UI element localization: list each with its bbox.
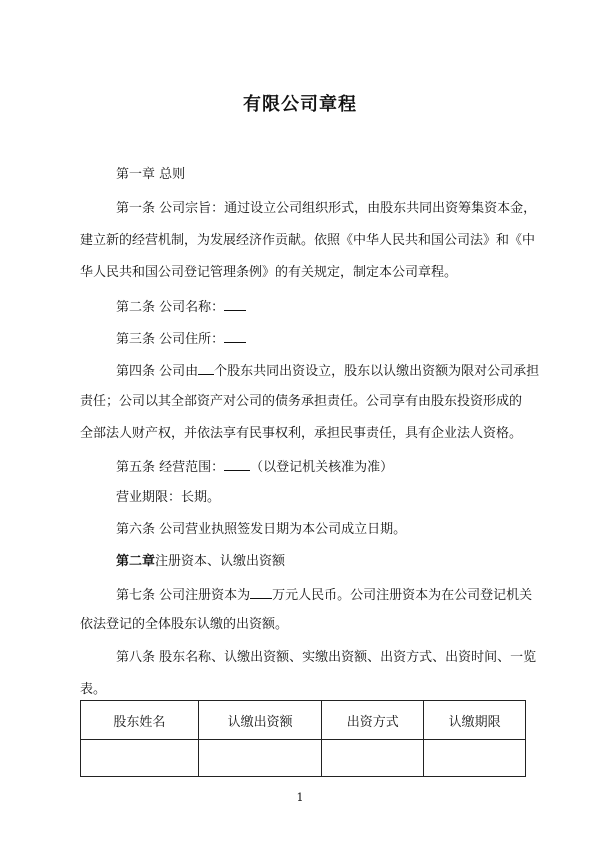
company-name-blank [224,298,246,311]
article-5 [116,458,530,476]
article-3 [116,330,530,348]
article-8-line-1: 第八条 股东名称、认缴出资额、实缴出资额、出资方式、出资时间、一览 [116,650,537,665]
business-term: 营业期限：长期。 [116,490,221,505]
article-2 [116,298,530,316]
article-7-text-post: 万元人民币。公司注册资本为在公司登记机关 [272,588,533,603]
article-3-text: 第三条 公司住所： [116,332,225,347]
chapter-2-heading [116,554,530,570]
header-subscribed-amount: 认缴出资额 [198,701,322,740]
company-address-blank [224,330,246,343]
article-6: 第六条 公司营业执照签发日期为本公司成立日期。 [116,522,407,537]
business-scope-blank [224,458,250,471]
article-7-line-2: 依法登记的全体股东认缴的出资额。 [80,617,289,632]
header-contribution-method: 出资方式 [322,701,424,740]
article-4-text-post: 个股东共同出资设立，股东以认缴出资额为限对公司承担 [214,364,540,379]
article-5-text-post: （以登记机关核准为准） [250,460,394,475]
article-1-line-3: 华人民共和国公司登记管理条例》的有关规定，制定本公司章程。 [80,265,458,280]
table-cell [322,740,424,777]
shareholder-table [80,700,526,777]
article-7-line-1 [116,586,533,604]
article-4-line-1 [116,362,540,380]
article-4-line-3: 全部法人财产权，并依法享有民事权利，承担民事责任，具有企业法人资格。 [80,426,523,441]
table-cell [198,740,322,777]
shareholder-count-blank [198,362,214,375]
chapter-2-title: 注册资本、认缴出资额 [155,554,286,569]
article-4-text-pre: 第四条 公司由 [116,364,199,379]
table-header-row [81,701,526,740]
article-2-text: 第二条 公司名称： [116,300,225,315]
document-title: 有限公司章程 [243,94,357,115]
article-7-text-pre: 第七条 公司注册资本为 [116,588,251,603]
table-cell [81,740,199,777]
article-8-line-2: 表。 [80,682,107,697]
header-subscription-deadline: 认缴期限 [424,701,526,740]
chapter-2-number: 第二章 [116,554,156,569]
page-number: 1 [296,791,304,804]
chapter-1-heading: 第一章 总则 [116,167,186,182]
article-4-line-2: 责任；公司以其全部资产对公司的债务承担责任。公司享有由股东投资形成的 [80,394,523,409]
table-row [81,740,526,777]
article-1-line-2: 建立新的经营机制，为发展经济作贡献。依照《中华人民共和国公司法》和《中 [80,233,536,248]
registered-capital-blank [250,586,272,599]
header-shareholder-name: 股东姓名 [81,701,199,740]
article-5-text-pre: 第五条 经营范围： [116,460,225,475]
table-cell [424,740,526,777]
article-1-line-1: 第一条 公司宗旨：通过设立公司组织形式，由股东共同出资筹集资本金， [116,201,537,216]
